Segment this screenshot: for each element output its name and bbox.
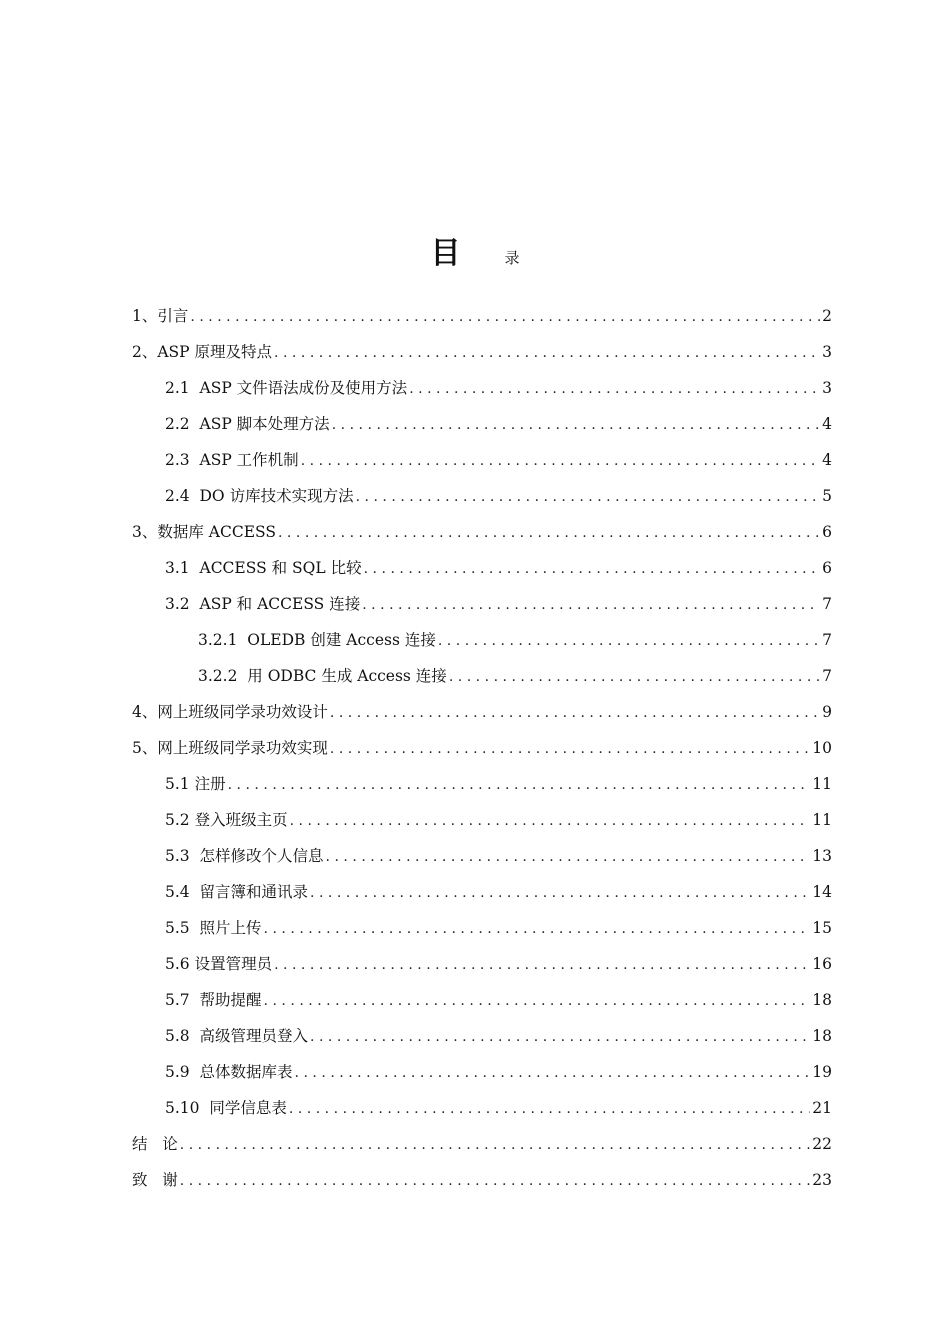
toc-page-number: 11 xyxy=(812,811,832,829)
toc-page-number: 16 xyxy=(812,955,832,973)
toc-entry-title: 1、引言 xyxy=(132,307,189,325)
toc-entry[interactable] xyxy=(132,1018,832,1054)
toc-page-number: 10 xyxy=(812,739,832,757)
toc-page-number: 23 xyxy=(812,1171,832,1189)
toc-entry-title: 致 谢 xyxy=(132,1171,178,1189)
toc-entry-title: 5.5 照片上传 xyxy=(165,919,262,937)
toc-page-number: 9 xyxy=(822,703,832,721)
toc-page-number: 5 xyxy=(822,487,832,505)
toc-page-number: 4 xyxy=(822,451,832,469)
toc-leader-dots xyxy=(330,731,810,767)
toc-entry[interactable] xyxy=(132,1054,832,1090)
toc-entry-title: 5.2 登入班级主页 xyxy=(165,811,288,829)
toc-entry-title: 5.9 总体数据库表 xyxy=(165,1063,293,1081)
toc-leader-dots xyxy=(332,407,820,443)
toc-page-number: 18 xyxy=(812,1027,832,1045)
toc-entry-title: 3.1 ACCESS 和 SQL 比较 xyxy=(165,559,362,577)
toc-leader-dots xyxy=(301,443,820,479)
toc-entry-title: 3、数据库 ACCESS xyxy=(132,523,276,541)
toc-entry[interactable] xyxy=(132,442,832,478)
toc-leader-dots xyxy=(289,1091,810,1127)
toc-entry[interactable] xyxy=(132,802,832,838)
toc-page-number: 3 xyxy=(822,343,832,361)
toc-page-number: 21 xyxy=(812,1099,832,1117)
toc-entry-title: 结 论 xyxy=(132,1135,178,1153)
toc-page-number: 3 xyxy=(822,379,832,397)
toc-page-number: 15 xyxy=(812,919,832,937)
toc-entry[interactable] xyxy=(132,298,832,334)
toc-leader-dots xyxy=(364,551,821,587)
toc-entry-title: 3.2.1 OLEDB 创建 Access 连接 xyxy=(198,631,436,649)
toc-entry-title: 5.1 注册 xyxy=(165,775,226,793)
toc-title-sub: 录 xyxy=(504,249,520,267)
toc-leader-dots xyxy=(449,659,820,695)
toc-leader-dots xyxy=(409,371,820,407)
toc-page-number: 7 xyxy=(822,667,832,685)
toc-page-number: 7 xyxy=(822,595,832,613)
toc-leader-dots xyxy=(264,911,811,947)
toc-leader-dots xyxy=(438,623,820,659)
toc-leader-dots xyxy=(295,1055,811,1091)
toc-entry[interactable] xyxy=(132,658,832,694)
toc-leader-dots xyxy=(190,299,820,335)
toc-entry[interactable] xyxy=(132,550,832,586)
table-of-contents xyxy=(132,298,832,1198)
toc-entry-title: 4、网上班级同学录功效设计 xyxy=(132,703,328,721)
toc-leader-dots xyxy=(310,875,810,911)
toc-entry[interactable] xyxy=(132,406,832,442)
toc-entry-title: 5.10 同学信息表 xyxy=(165,1099,287,1117)
toc-entry[interactable] xyxy=(132,1090,832,1126)
toc-page-number: 4 xyxy=(822,415,832,433)
toc-entry[interactable] xyxy=(132,838,832,874)
toc-entry[interactable] xyxy=(132,694,832,730)
toc-page-number: 7 xyxy=(822,631,832,649)
toc-page-number: 2 xyxy=(822,307,832,325)
toc-entry-title: 3.2.2 用 ODBC 生成 Access 连接 xyxy=(198,667,447,685)
toc-leader-dots xyxy=(362,587,820,623)
toc-entry-title: 5.7 帮助提醒 xyxy=(165,991,262,1009)
toc-entry[interactable] xyxy=(132,370,832,406)
toc-entry-title: 2.3 ASP 工作机制 xyxy=(165,451,299,469)
toc-leader-dots xyxy=(330,695,820,731)
toc-entry-title: 5.8 高级管理员登入 xyxy=(165,1027,309,1045)
toc-entry-title: 5.3 怎样修改个人信息 xyxy=(165,847,324,865)
toc-entry-title: 2.2 ASP 脚本处理方法 xyxy=(165,415,330,433)
toc-entry-title: 5、网上班级同学录功效实现 xyxy=(132,739,328,757)
toc-page-number: 13 xyxy=(812,847,832,865)
toc-page-number: 6 xyxy=(822,523,832,541)
toc-entry[interactable] xyxy=(132,514,832,550)
toc-leader-dots xyxy=(180,1163,810,1199)
toc-leader-dots xyxy=(228,767,811,803)
toc-entry[interactable] xyxy=(132,766,832,802)
toc-entry[interactable] xyxy=(132,730,832,766)
toc-entry-title: 2、ASP 原理及特点 xyxy=(132,343,273,361)
toc-page-number: 14 xyxy=(812,883,832,901)
toc-entry[interactable] xyxy=(132,586,832,622)
toc-leader-dots xyxy=(180,1127,810,1163)
toc-entry[interactable] xyxy=(132,622,832,658)
toc-leader-dots xyxy=(356,479,821,515)
toc-entry-title: 3.2 ASP 和 ACCESS 连接 xyxy=(165,595,361,613)
toc-leader-dots xyxy=(310,1019,810,1055)
toc-entry[interactable] xyxy=(132,874,832,910)
toc-entry[interactable] xyxy=(132,910,832,946)
toc-entry-title: 2.4 DO 访库技术实现方法 xyxy=(165,487,354,505)
toc-page-number: 19 xyxy=(812,1063,832,1081)
toc-entry[interactable] xyxy=(132,334,832,370)
toc-leader-dots xyxy=(278,515,820,551)
toc-entry-title: 2.1 ASP 文件语法成份及使用方法 xyxy=(165,379,408,397)
toc-entry[interactable] xyxy=(132,1126,832,1162)
toc-page-number: 6 xyxy=(822,559,832,577)
toc-leader-dots xyxy=(274,335,820,371)
toc-entry[interactable] xyxy=(132,982,832,1018)
toc-entry[interactable] xyxy=(132,1162,832,1198)
toc-title-main: 目 xyxy=(430,236,461,271)
toc-page-number: 18 xyxy=(812,991,832,1009)
toc-leader-dots xyxy=(290,803,811,839)
toc-leader-dots xyxy=(274,947,810,983)
toc-entry-title: 5.6 设置管理员 xyxy=(165,955,273,973)
toc-entry[interactable] xyxy=(132,946,832,982)
toc-leader-dots xyxy=(264,983,811,1019)
toc-page-number: 22 xyxy=(812,1135,832,1153)
toc-entry[interactable] xyxy=(132,478,832,514)
toc-entry-title: 5.4 留言簿和通讯录 xyxy=(165,883,309,901)
toc-leader-dots xyxy=(326,839,811,875)
toc-page-number: 11 xyxy=(812,775,832,793)
toc-title xyxy=(0,228,950,272)
